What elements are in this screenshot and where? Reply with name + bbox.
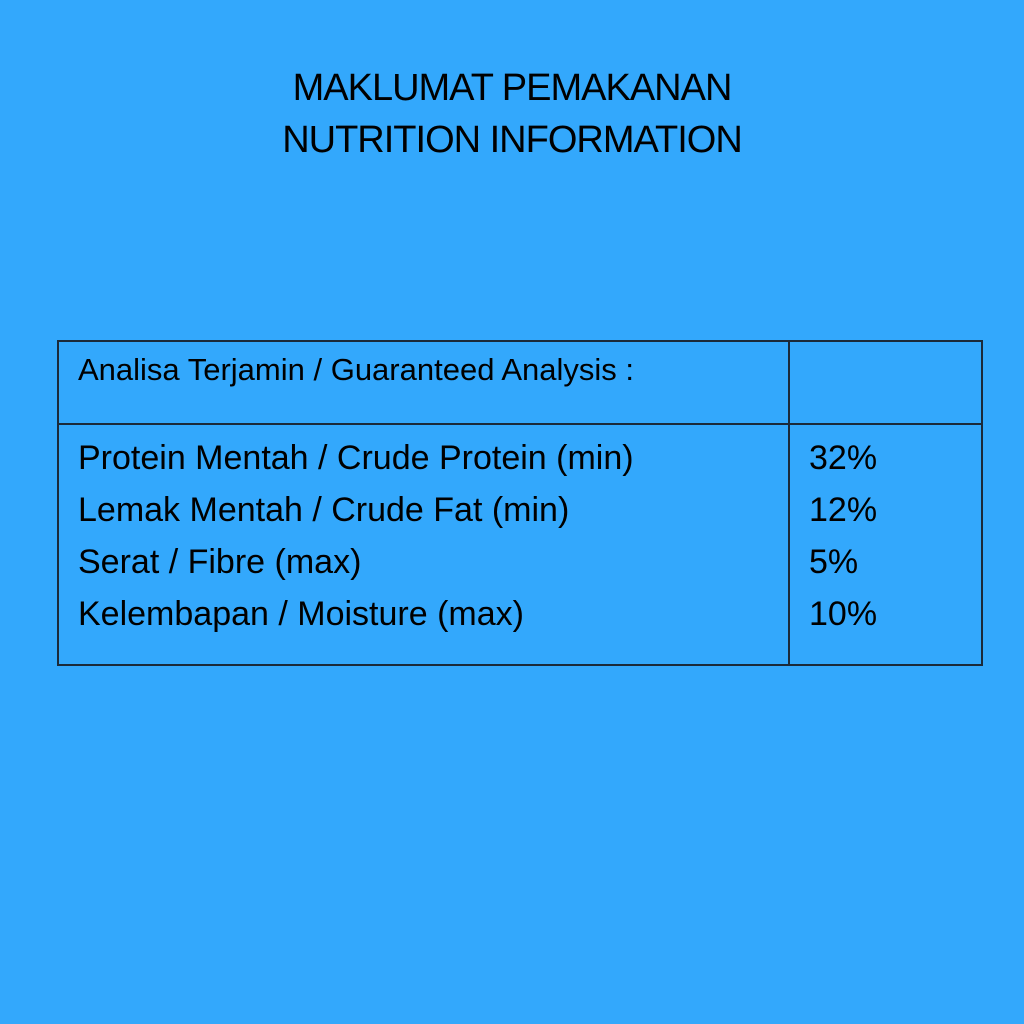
title-malay: MAKLUMAT PEMAKANAN (292, 67, 732, 109)
nutrient-label-column (78, 432, 778, 640)
title-english: NUTRITION INFORMATION (282, 119, 742, 161)
nutrient-label-crude-protein: Protein Mentah / Crude Protein (min) (78, 439, 634, 477)
table-header-row (59, 342, 981, 425)
nutrient-value-crude-fat: 12% (809, 491, 878, 529)
nutrient-label-moisture: Kelembapan / Moisture (max) (78, 595, 524, 633)
nutrient-label-crude-fat: Lemak Mentah / Crude Fat (min) (78, 491, 570, 529)
table-header-label: Analisa Terjamin / Guaranteed Analysis : (78, 352, 635, 387)
page-title (0, 62, 1024, 166)
guaranteed-analysis-table (57, 340, 983, 666)
nutrient-value-crude-protein: 32% (809, 439, 878, 477)
nutrient-label-fibre: Serat / Fibre (max) (78, 543, 362, 581)
column-divider (788, 342, 790, 664)
nutrient-value-column (809, 432, 969, 640)
nutrient-value-moisture: 10% (809, 595, 878, 633)
nutrient-value-fibre: 5% (809, 543, 859, 581)
